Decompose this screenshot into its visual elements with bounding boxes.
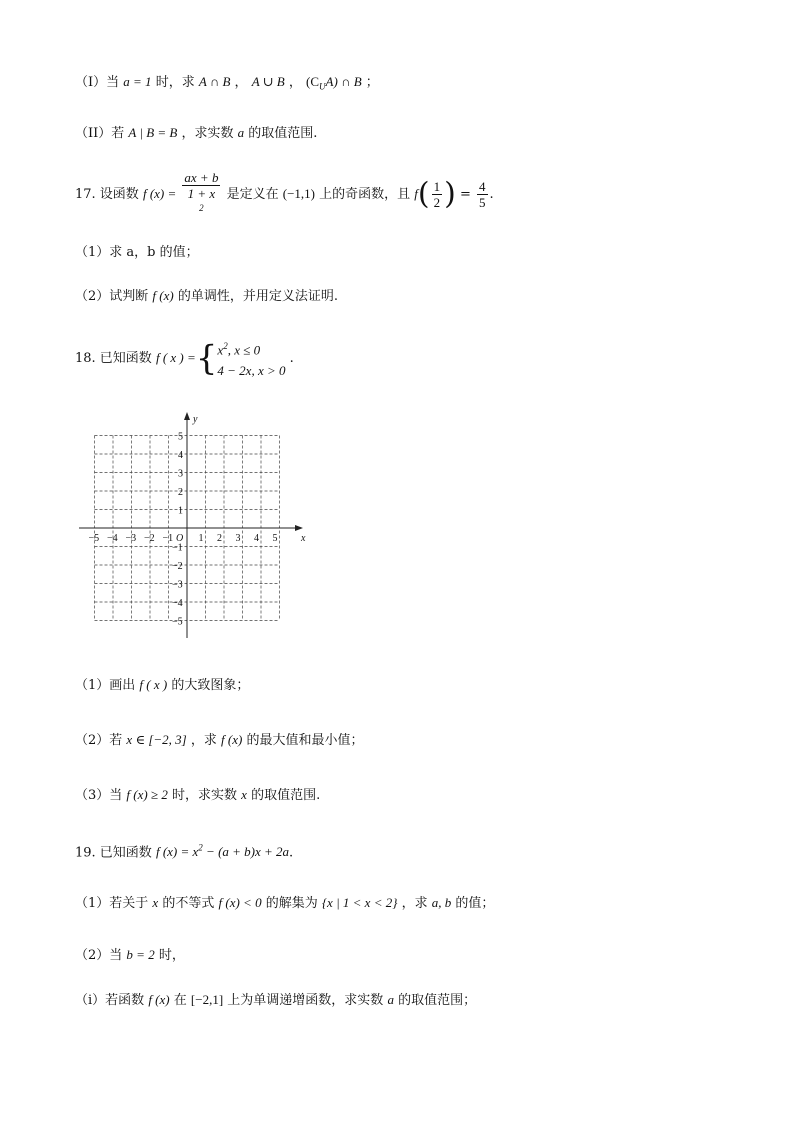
q18-cases (217, 336, 285, 380)
q17-value: $\frac{4}{5}$ (479, 179, 486, 211)
q18-number: 18. 已知函数 (75, 351, 152, 366)
y-axis-arrow (184, 412, 190, 420)
q17-text2: 上的奇函数，且 (319, 187, 411, 203)
q18-part3-ineq: f (x) ≥ 2 (126, 787, 168, 802)
q18-part2-b: ，求 (190, 733, 217, 748)
y-tick-label: −3 (172, 579, 183, 591)
q17-eq: = (460, 187, 471, 203)
q18-part3-c: 的取值范围. (251, 788, 321, 803)
q19-sub1-interval: [−2,1] (190, 992, 224, 1007)
q19-sub1-b: 在 (173, 993, 187, 1008)
q19-sub1-a: （i）若函数 (75, 993, 145, 1008)
q18-part1 (75, 675, 249, 696)
origin-label: O (176, 533, 184, 544)
q16-part2-end: 的取值范围. (248, 126, 318, 141)
x-tick-label: 2 (217, 533, 222, 544)
q19-part2-cond: b = 2 (126, 947, 155, 962)
y-tick-label: −4 (172, 598, 183, 609)
q17-part2-fx: f (x) (152, 288, 174, 303)
q19-part1-set: {x | 1 < x < 2} (321, 895, 398, 910)
q16-part2-var: a (237, 125, 245, 140)
q16-part1-time: 时，求 (155, 75, 195, 90)
q18-part3-var: x (241, 787, 247, 802)
q16-part1-expr3: $(C_UA)$ ∩ B (306, 74, 362, 92)
q19-part1-d: ，求 (401, 896, 428, 911)
q17-end: . (489, 187, 494, 203)
q19-part1-ineq: f (x) < 0 (218, 895, 262, 910)
q18-part3-a: （3）当 (75, 788, 123, 803)
x-tick-label: −1 (162, 533, 174, 544)
q19-sub1 (75, 990, 476, 1011)
q16-part2 (75, 123, 317, 144)
q16-part1-end: ； (365, 75, 379, 90)
tick-labels (89, 414, 307, 628)
q17-f-half: f (414, 186, 418, 202)
q16-part1-expr2: A ∪ B (251, 74, 285, 89)
x-tick-label: 4 (254, 533, 259, 544)
q19-part1-a: （1）若关于 (75, 896, 149, 911)
q18-case1: $x^2$, x ≤ 0 (217, 341, 261, 358)
q19-fx: f $(x) = x^2 - (a + b)x + 2a$ (155, 843, 290, 860)
q19-part2 (75, 945, 185, 966)
q17-fraction (182, 170, 220, 219)
q17-number: 17. 设函数 (75, 187, 139, 203)
q18-part3-b: 时，求实数 (172, 788, 238, 803)
y-tick-label: 4 (178, 450, 183, 461)
q16-part2-label: （II）若 (75, 126, 125, 141)
q18-part2-set: x ∈ [−2, 3] (126, 732, 187, 747)
q19-part1-vars: a, b (431, 895, 452, 910)
q17-frac-num: ax + b (184, 170, 219, 185)
q18-part3 (75, 785, 320, 806)
x-tick-label: −5 (88, 533, 100, 544)
q19-part1-var: x (152, 895, 159, 910)
x-tick-label: 1 (198, 533, 204, 544)
q16-part1-label: （I）当 (75, 75, 120, 90)
q17-fx: f (x) = (142, 186, 177, 202)
q16-part1 (75, 72, 379, 97)
y-tick-label: −1 (172, 542, 183, 554)
q17-lparen: ( (417, 176, 430, 212)
q19-part2-b: 时， (158, 948, 185, 963)
q18-stem (75, 336, 294, 381)
q19-number: 19. 已知函数 (75, 845, 152, 861)
x-axis-arrow (295, 525, 303, 531)
q18-part2 (75, 730, 363, 751)
q19-stem (75, 838, 293, 863)
axes (79, 412, 303, 638)
q17-rparen: ) (444, 176, 456, 212)
coordinate-grid (75, 410, 315, 642)
q16-part1-expr1: A ∩ B (198, 74, 231, 89)
x-tick-label: 5 (272, 533, 278, 544)
q19-sub1-var: a (387, 992, 394, 1007)
y-tick-label: 5 (178, 431, 183, 443)
y-tick-label: −2 (172, 561, 183, 572)
q17-interval: (−1,1) (282, 186, 315, 202)
q18-part2-fx: f (x) (221, 732, 243, 747)
q18-part1-fx: f ( x ) (139, 677, 168, 692)
q18-part1-a: （1）画出 (75, 678, 136, 693)
x-axis-label: x (301, 533, 306, 544)
x-tick-label: −3 (125, 533, 137, 544)
q16-part1-comma1: ， (234, 75, 248, 90)
q19-part1-c: 的解集为 (265, 896, 318, 911)
q16-part1-cond: a = 1 (123, 74, 152, 89)
q17-part2 (75, 286, 338, 307)
q19-end: . (289, 845, 294, 861)
q19-sub1-d: 的取值范围； (398, 993, 477, 1008)
q18-fx: f ( x ) = (155, 350, 196, 365)
x-tick-label: −4 (107, 533, 118, 544)
q19-sub1-c: 上为单调递增函数，求实数 (227, 993, 384, 1008)
q17-frac-den: 1 + x $^2$ (187, 186, 216, 213)
q19-sub1-fx: f (x) (148, 992, 170, 1007)
y-axis-label: y (193, 414, 198, 425)
q19-part1-b: 的不等式 (162, 896, 215, 911)
q16-part1-comma2: ， (288, 75, 302, 90)
q17-text1: 是定义在 (226, 187, 279, 203)
q17-part2-b: 的单调性，并用定义法证明. (177, 289, 338, 304)
q18-part2-a: （2）若 (75, 733, 123, 748)
q16-part2-text: ，求实数 (181, 126, 234, 141)
q18-case2: 4 − 2x, x > 0 (217, 362, 286, 378)
q17-part1: （1）求 a，b 的值； (75, 245, 199, 260)
x-tick-label: −2 (144, 533, 155, 544)
x-tick-label: 3 (235, 533, 241, 544)
q19-part1 (75, 893, 494, 914)
q18-part2-c: 的最大值和最小值； (246, 733, 364, 748)
q17-stem (75, 170, 494, 219)
q17-half: $\frac{1}{2}$ (433, 179, 441, 211)
y-tick-label: 3 (178, 468, 183, 480)
y-tick-label: 1 (178, 505, 183, 517)
q16-part2-expr: A | B = B (128, 125, 178, 140)
q18-part1-b: 的大致图象； (171, 678, 250, 693)
q19-part2-a: （2）当 (75, 948, 123, 963)
y-tick-label: −5 (172, 616, 183, 628)
q18-brace: { (195, 338, 218, 379)
y-tick-label: 2 (178, 487, 183, 498)
q18-end: . (289, 351, 294, 366)
q19-part1-e: 的值； (455, 896, 495, 911)
q17-part2-a: （2）试判断 (75, 289, 149, 304)
